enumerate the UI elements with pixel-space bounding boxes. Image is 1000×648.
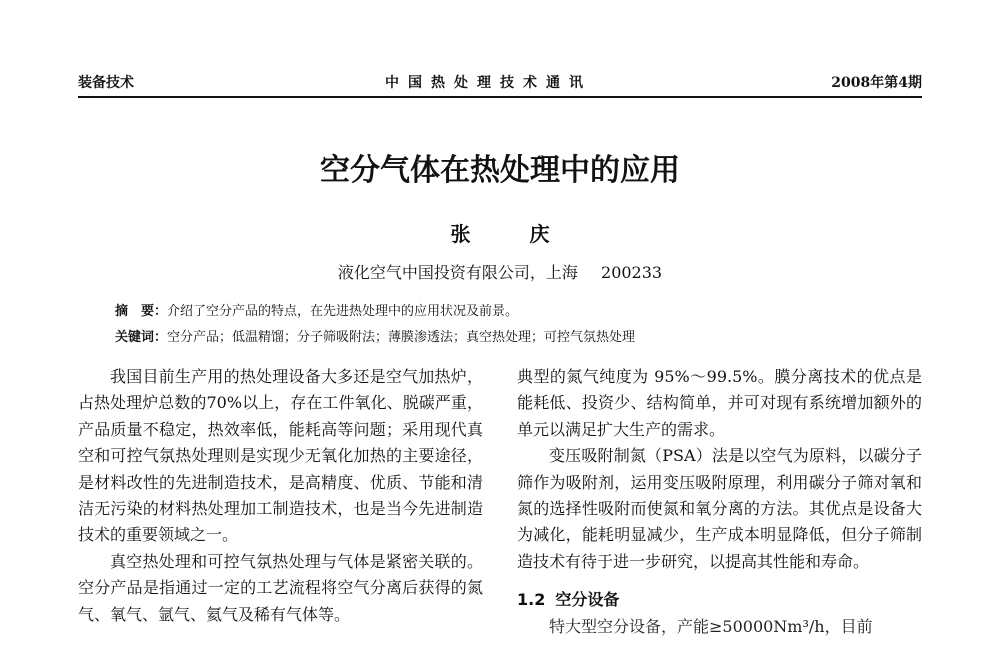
section-title: 空分设备: [555, 590, 620, 610]
paragraph: 我国目前生产用的热处理设备大多还是空气加热炉，占热处理炉总数的70%以上，存在工件氧化、脱碳严重，产品质量不稳定，热效率低，能耗高等问题；采用现代真空和可控气氛热处理则是实现少无氧化加热的主要途径，是材料改性的先进制造技术，是高精度、优质、节能和清洁无污染的材料热处理加工制造技术，也是当今先进制造技术的重要领域之一。: [78, 367, 483, 545]
paragraph: 变压吸附制氮（PSA）法是以空气为原料，以碳分子筛作为吸附剂，运用变压吸附原理，利用碳分子筛对氧和氮的选择性吸附而使氮和氧分离的方法。其优点是设备大为减化，能耗明显减少，生产成本明显降低，但分子筛制造技术有待于进一步研究，以提高其性能和寿命。: [517, 446, 922, 571]
article-title: 空分气体在热处理中的应用: [320, 153, 680, 188]
affiliation-text: 液化空气中国投资有限公司，上海: [337, 263, 578, 282]
section-heading: [517, 587, 922, 613]
keywords: [115, 326, 635, 345]
keywords-text: 空分产品；低温精馏；分子筛吸附法；薄膜渗透法；真空热处理；可控气氛热处理: [167, 330, 636, 345]
article-affiliation: [0, 260, 1000, 283]
header-section-label: 装备技术: [78, 75, 134, 91]
abstract-text: 介绍了空分产品的特点，在先进热处理中的应用状况及前景。: [167, 304, 519, 319]
paragraph-cutoff: 特大型空分设备，产能≥50000Nm³/h，目前: [549, 616, 873, 636]
paragraph-continuation: 典型的氮气纯度为 95%～99.5%。膜分离技术的优点是能耗低、投资少、结构简单，并可对现有系统增加额外的单元以满足扩大生产的需求。: [517, 367, 922, 439]
affiliation-postcode: 200233: [601, 263, 663, 282]
abstract-label: 摘 要：: [115, 304, 168, 319]
body-right-column: [517, 364, 922, 640]
body-left-column: [78, 364, 483, 628]
keywords-label: 关键词：: [115, 330, 168, 345]
section-number: 1.2: [517, 590, 546, 610]
abstract: [115, 300, 518, 319]
article-author: 张 庆: [450, 222, 576, 246]
header-journal-name: 中国热处理技术通讯: [385, 75, 592, 91]
paragraph: 真空热处理和可控气氛热处理与气体是紧密关联的。空分产品是指通过一定的工艺流程将空气分离后获得的氮气、氧气、氩气、氦气及稀有气体等。: [78, 551, 483, 624]
header-issue: 2008年第4期: [831, 75, 922, 91]
header-rule: [78, 96, 922, 98]
